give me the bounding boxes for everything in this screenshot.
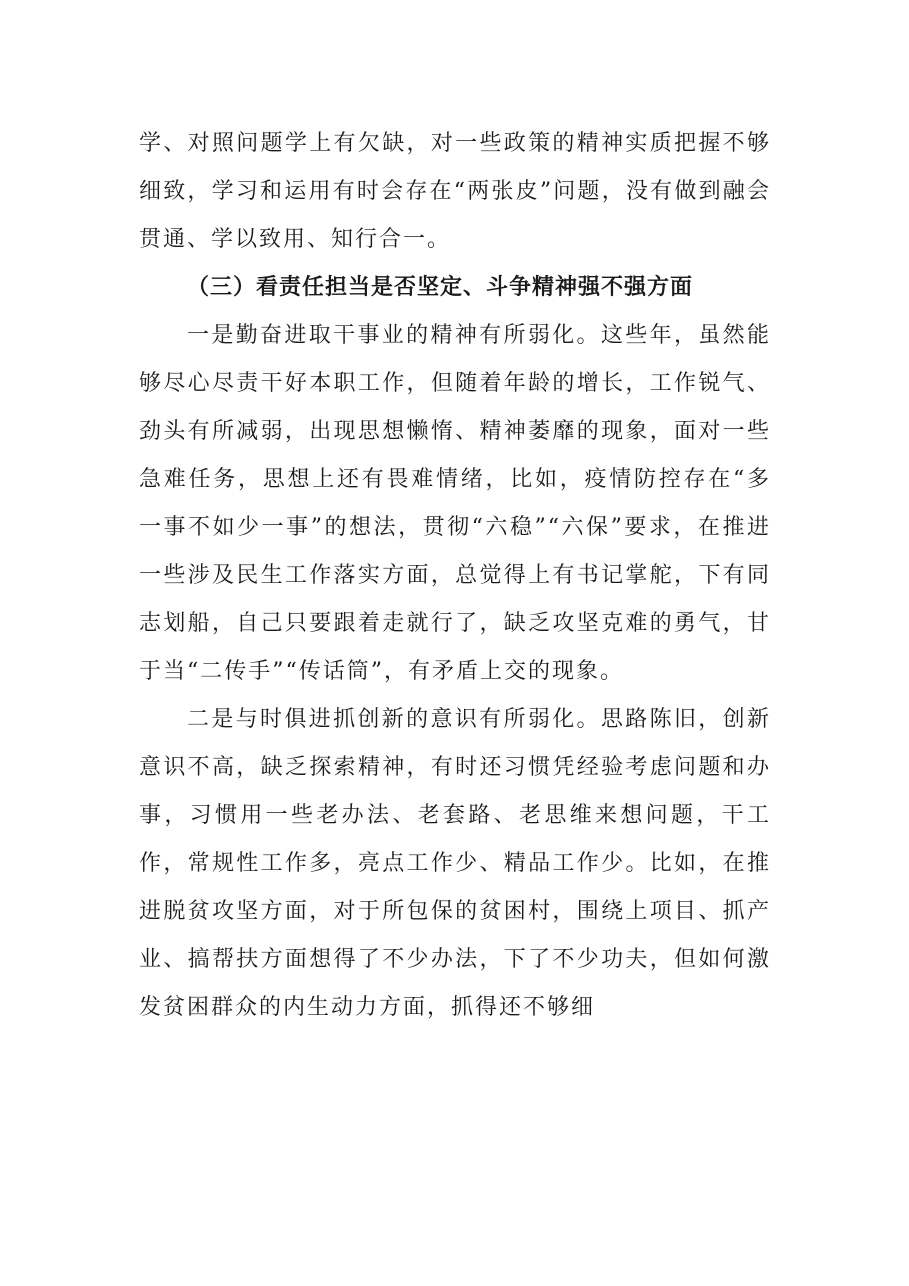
paragraph-body-2: 二是与时俱进抓创新的意识有所弱化。思路陈旧，创新意识不高，缺乏探索精神，有时还习惯凭经验考虑问题和办事，习惯用一些老办法、老套路、老思维来想问题，干工作，常规性工作多，亮点工作少、精品工作少。比如，在推进脱贫攻坚方面，对于所包保的贫困村，围绕上项目、抓产业、搞帮扶方面想得了不少办法，下了不少功夫，但如何激发贫困群众的内生动力方面，抓得还不够细: [139, 707, 771, 1020]
paragraph-continuation: 学、对照问题学上有欠缺，对一些政策的精神实质把握不够细致，学习和运用有时会存在“两张皮”问题，没有做到融会贯通、学以致用、知行合一。: [139, 131, 771, 252]
document-body: [139, 120, 771, 1032]
paragraph-body-1: 一是勤奋进取干事业的精神有所弱化。这些年，虽然能够尽心尽责干好本职工作，但随着年龄的增长，工作锐气、劲头有所减弱，出现思想懒惰、精神萎靡的现象，面对一些急难任务，思想上还有畏难情绪，比如，疫情防控存在“多一事不如少一事”的想法，贯彻“六稳”“六保”要求，在推进一些涉及民生工作落实方面，总觉得上有书记掌舵，下有同志划船，自己只要跟着走就行了，缺乏攻坚克难的勇气，甘于当“二传手”“传话筒”，有矛盾上交的现象。: [139, 323, 771, 684]
section-heading: （三）看责任担当是否坚定、斗争精神强不强方面: [187, 275, 694, 300]
